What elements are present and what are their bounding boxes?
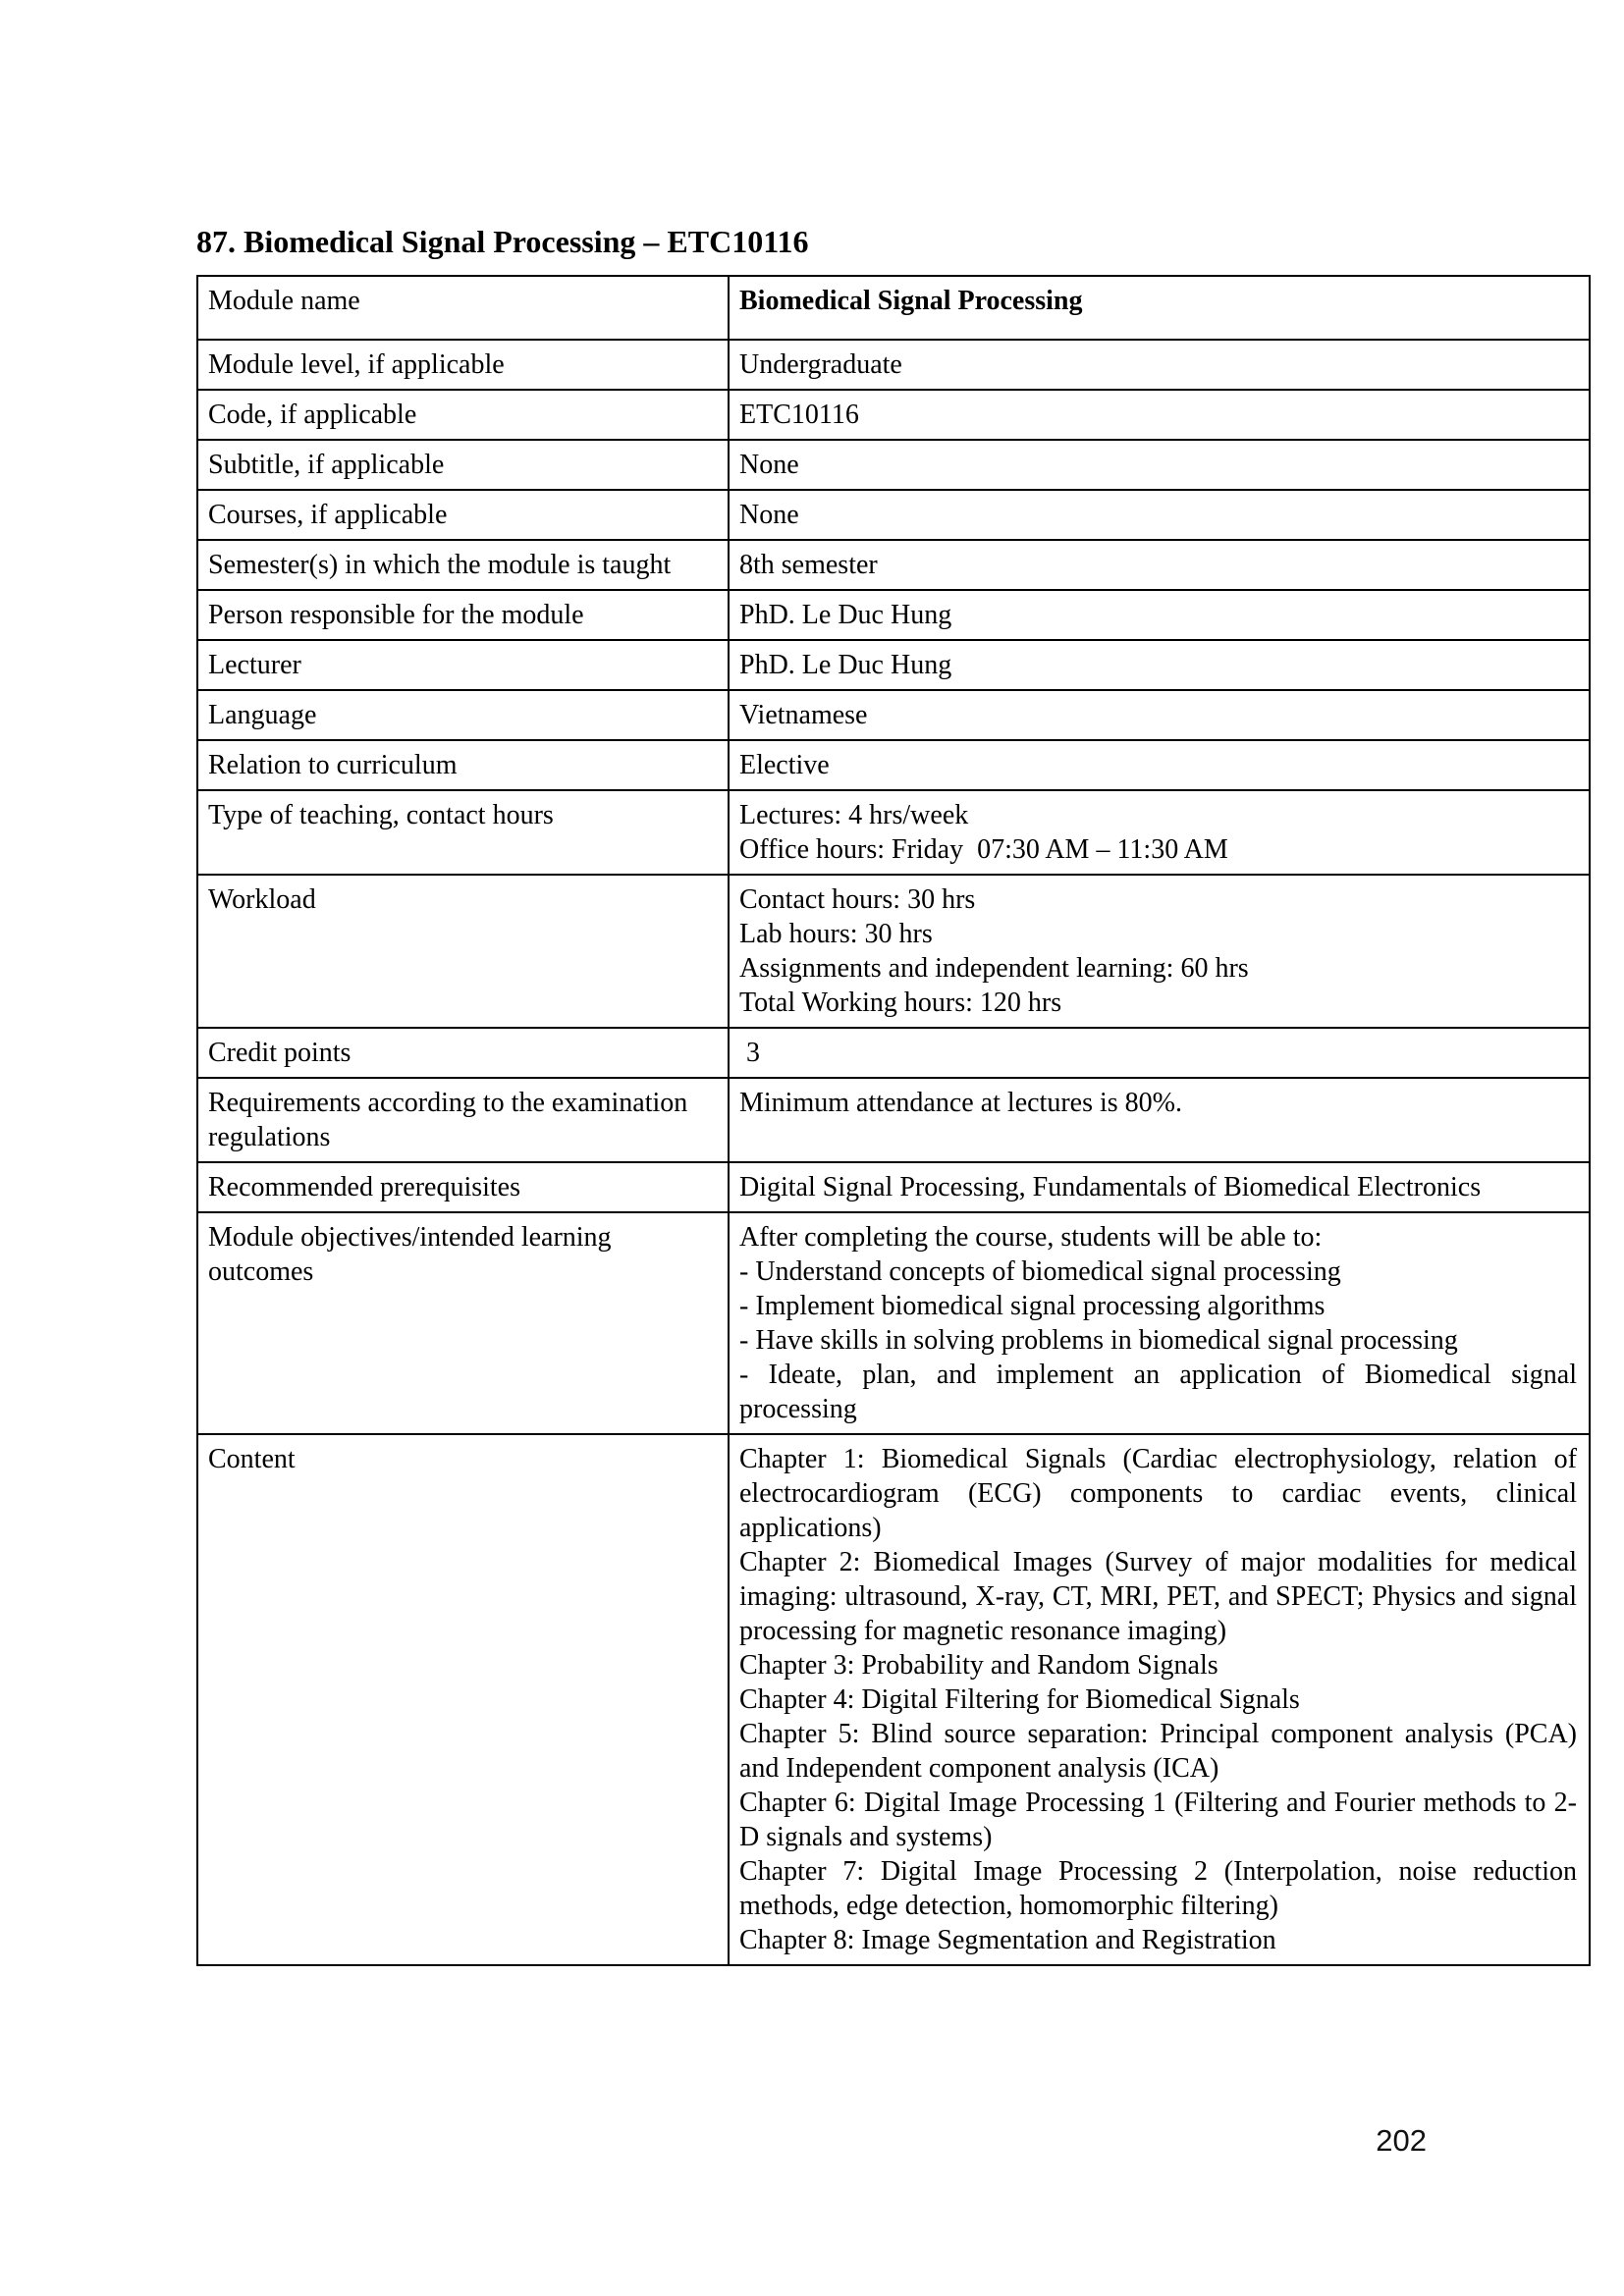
row-label-cell xyxy=(197,540,729,590)
row-label-cell xyxy=(197,875,729,1028)
value-paragraph: Total Working hours: 120 hrs xyxy=(739,988,1062,1018)
value-paragraph: ETC10116 xyxy=(739,400,859,430)
table-row xyxy=(197,1434,1590,1965)
table-row xyxy=(197,340,1590,390)
value-paragraph: 8th semester xyxy=(739,550,878,580)
row-label-cell xyxy=(197,740,729,790)
row-value-cell xyxy=(729,490,1590,540)
row-label-cell xyxy=(197,1162,729,1212)
row-label: Person responsible for the module xyxy=(208,600,584,630)
row-value-cell xyxy=(729,276,1590,340)
table-row xyxy=(197,1028,1590,1078)
row-label-cell xyxy=(197,640,729,690)
page-number: 202 xyxy=(1376,2123,1427,2158)
row-label-cell xyxy=(197,490,729,540)
row-value-cell xyxy=(729,540,1590,590)
value-paragraph: - Have skills in solving problems in biomedical signal processing xyxy=(739,1325,1458,1356)
row-label: Code, if applicable xyxy=(208,400,417,430)
row-label-cell xyxy=(197,440,729,490)
table-row xyxy=(197,390,1590,440)
row-label: Module objectives/intended learning outcomes xyxy=(208,1222,619,1287)
row-label: Module name xyxy=(208,286,360,316)
value-paragraph: Chapter 4: Digital Filtering for Biomedical Signals xyxy=(739,1684,1300,1715)
table-row xyxy=(197,276,1590,340)
row-label: Relation to curriculum xyxy=(208,750,458,780)
table-row xyxy=(197,440,1590,490)
row-label: Subtitle, if applicable xyxy=(208,450,445,480)
row-value-cell xyxy=(729,1434,1590,1965)
row-value-cell xyxy=(729,340,1590,390)
table-row xyxy=(197,1162,1590,1212)
row-label: Content xyxy=(208,1444,296,1474)
table-row xyxy=(197,640,1590,690)
row-value-cell xyxy=(729,440,1590,490)
row-value-cell xyxy=(729,640,1590,690)
value-paragraph: Elective xyxy=(739,750,830,780)
row-label: Credit points xyxy=(208,1038,352,1068)
value-paragraph: PhD. Le Duc Hung xyxy=(739,600,952,630)
table-row xyxy=(197,690,1590,740)
value-paragraph: Minimum attendance at lectures is 80%. xyxy=(739,1088,1182,1118)
row-label: Semester(s) in which the module is taught xyxy=(208,550,672,580)
row-label: Lecturer xyxy=(208,650,301,680)
row-label-cell xyxy=(197,1212,729,1434)
value-paragraph: Chapter 5: Blind source separation: Principal component analysis (PCA) and Independent component analysis (ICA) xyxy=(739,1719,1577,1784)
value-paragraph: Chapter 8: Image Segmentation and Registration xyxy=(739,1925,1276,1955)
value-paragraph: 3 xyxy=(739,1038,760,1068)
row-label-cell xyxy=(197,390,729,440)
row-label-cell xyxy=(197,1434,729,1965)
row-value-cell xyxy=(729,1028,1590,1078)
value-paragraph: Chapter 3: Probability and Random Signals xyxy=(739,1650,1218,1681)
value-paragraph: Biomedical Signal Processing xyxy=(739,286,1083,316)
row-label-cell xyxy=(197,340,729,390)
row-label-cell xyxy=(197,1028,729,1078)
value-paragraph: After completing the course, students will be able to: xyxy=(739,1222,1323,1253)
module-spec-table-body xyxy=(197,276,1590,1965)
value-paragraph: - Understand concepts of biomedical signal processing xyxy=(739,1256,1341,1287)
value-paragraph: - Implement biomedical signal processing algorithms xyxy=(739,1291,1326,1321)
value-paragraph: Contact hours: 30 hrs xyxy=(739,884,976,915)
document-page xyxy=(196,222,1577,1966)
row-label-cell xyxy=(197,790,729,875)
value-paragraph: None xyxy=(739,450,799,480)
row-label: Workload xyxy=(208,884,316,915)
value-paragraph: Chapter 7: Digital Image Processing 2 (Interpolation, noise reduction methods, edge detection, homomorphic filtering) xyxy=(739,1856,1577,1921)
value-paragraph: None xyxy=(739,500,799,530)
table-row xyxy=(197,740,1590,790)
row-label: Courses, if applicable xyxy=(208,500,448,530)
value-paragraph: Vietnamese xyxy=(739,700,868,730)
value-paragraph: Office hours: Friday 07:30 AM – 11:30 AM xyxy=(739,834,1228,865)
row-label-cell xyxy=(197,1078,729,1162)
row-value-cell xyxy=(729,790,1590,875)
row-value-cell xyxy=(729,740,1590,790)
row-label: Requirements according to the examination regulations xyxy=(208,1088,695,1152)
table-row xyxy=(197,1212,1590,1434)
value-paragraph: Undergraduate xyxy=(739,349,902,380)
value-paragraph: Chapter 2: Biomedical Images (Survey of major modalities for medical imaging: ultrasound, X-ray, CT, MRI, PET, and SPECT; Physics and signal processing for magnetic resonance imaging) xyxy=(739,1547,1577,1646)
module-spec-table xyxy=(196,275,1591,1966)
table-row xyxy=(197,1078,1590,1162)
row-value-cell xyxy=(729,390,1590,440)
table-row xyxy=(197,875,1590,1028)
value-paragraph: PhD. Le Duc Hung xyxy=(739,650,952,680)
table-row xyxy=(197,490,1590,540)
row-value-cell xyxy=(729,590,1590,640)
row-label: Type of teaching, contact hours xyxy=(208,800,554,830)
row-label: Module level, if applicable xyxy=(208,349,505,380)
page-title: 87. Biomedical Signal Processing – ETC10116 xyxy=(196,224,809,259)
row-value-cell xyxy=(729,1212,1590,1434)
row-label-cell xyxy=(197,590,729,640)
table-row xyxy=(197,790,1590,875)
value-paragraph: Assignments and independent learning: 60 hrs xyxy=(739,953,1249,984)
row-label: Recommended prerequisites xyxy=(208,1172,521,1202)
value-paragraph: Lab hours: 30 hrs xyxy=(739,919,933,949)
row-label: Language xyxy=(208,700,317,730)
row-label-cell xyxy=(197,690,729,740)
value-paragraph: Lectures: 4 hrs/week xyxy=(739,800,969,830)
table-row xyxy=(197,540,1590,590)
value-paragraph: Digital Signal Processing, Fundamentals of Biomedical Electronics xyxy=(739,1172,1482,1202)
value-paragraph: Chapter 1: Biomedical Signals (Cardiac electrophysiology, relation of electrocardiogram (ECG) components to cardiac events, clinical applications) xyxy=(739,1444,1577,1543)
row-value-cell xyxy=(729,690,1590,740)
row-value-cell xyxy=(729,1078,1590,1162)
row-label-cell xyxy=(197,276,729,340)
row-value-cell xyxy=(729,1162,1590,1212)
row-value-cell xyxy=(729,875,1590,1028)
value-paragraph: Chapter 6: Digital Image Processing 1 (Filtering and Fourier methods to 2-D signals and systems) xyxy=(739,1788,1577,1852)
table-row xyxy=(197,590,1590,640)
value-paragraph: - Ideate, plan, and implement an application of Biomedical signal processing xyxy=(739,1360,1577,1424)
